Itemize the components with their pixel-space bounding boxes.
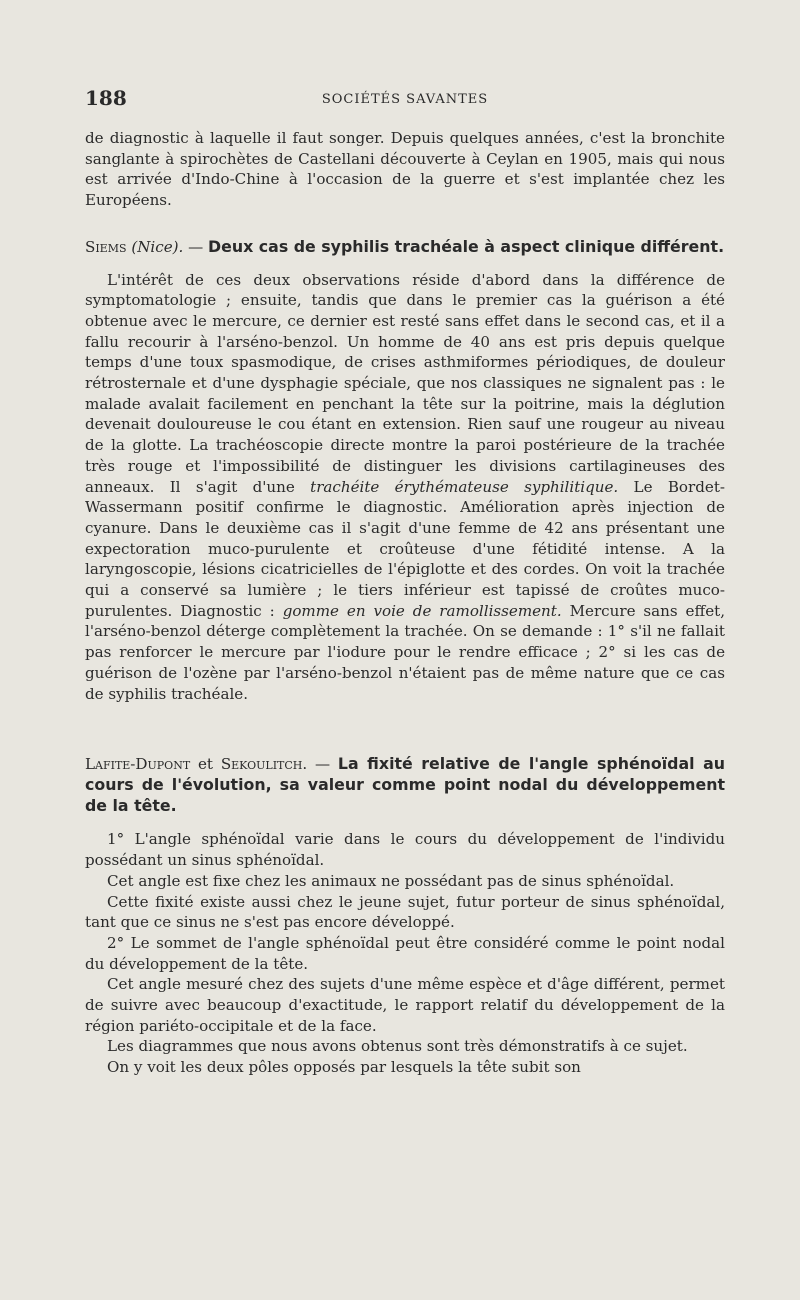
section-2-author-1: Lafite-Dupont bbox=[85, 755, 191, 774]
section-2-paragraph: Cette fixité existe aussi chez le jeune sujet, futur porteur de sinus sphénoïdal, tant que ce sinus ne s'est pas encore développé. bbox=[85, 892, 725, 932]
section-2-title: La fixité relative de l'angle sphénoïdal au cours de l'évolution, sa valeur comme point nodal du développement de la tête. bbox=[85, 754, 725, 815]
section-2-dash: . — bbox=[302, 755, 338, 774]
section-1-location: (Nice). bbox=[131, 237, 184, 256]
intro-paragraph: de diagnostic à laquelle il faut songer. Depuis quelques années, c'est la bronchite sanglante à spirochètes de Castellani découverte à Ceylan en 1905, mais qui nous est arrivée d'Indo-Chine à l'occasion de la guerre et s'est implantée chez les Européens. bbox=[85, 129, 725, 210]
section-2-heading bbox=[85, 754, 725, 816]
page-body bbox=[85, 128, 725, 1078]
section-2-paragraph: Cet angle est fixe chez les animaux ne possédant pas de sinus sphénoïdal. bbox=[107, 871, 675, 890]
section-2-paragraph: Les diagrammes que nous avons obtenus sont très démonstratifs à ce sujet. bbox=[107, 1037, 688, 1056]
section-1-text-e: Mercure sans effet, l'arséno-benzol déterge complètement la trachée. On se demande : 1° s'il ne fallait pas renforcer le mercure par l'iodure pour le rendre efficace ; 2° si les cas de guérison de l'ozène par l'arséno-benzol n'étaient pas de même nature que ce cas de syphilis trachéale. bbox=[85, 601, 726, 703]
section-2-paragraph: On y voit les deux pôles opposés par lesquels la tête subit son bbox=[107, 1058, 581, 1077]
section-2-paragraph: Cet angle mesuré chez des sujets d'une même espèce et d'âge différent, permet de suivre avec beaucoup d'exactitude, le rapport relatif du développement de la région pariéto-occipitale et de la face. bbox=[85, 975, 725, 1035]
section-2-paragraph: 1° L'angle sphénoïdal varie dans le cours du développement de l'individu possédant un sinus sphénoïdal. bbox=[85, 830, 725, 870]
section-1-dash: — bbox=[183, 237, 209, 256]
section-1-text-a: L'intérêt de ces deux observations réside d'abord dans la différence de symptomatologie ; ensuite, tandis que dans le premier cas la guérison a été obtenue avec le mercure, ce dernier est resté sans effet dans le second cas, et il a fallu recourir à l'arséno-benzol. Un homme de 40 ans est pris depuis quelque temps d'une toux spasmodique, de crises asthmiformes périodiques, de douleur rétrosternale et d'une dysphagie spéciale, que nos classiques ne signalent pas : le malade avalait facilement en penchant la tête sur la poitrine, mais la déglution devenait douloureuse le cou étant en extension. Rien sauf une rougeur au niveau de la glotte. La trachéoscopie directe montre la paroi postérieure de la trachée très rouge et l'impossibilité de distinguer les divisions cartilagineuses des anneaux. Il s'agit d'une bbox=[85, 270, 725, 496]
section-2-author-2: Sekoulitch bbox=[220, 755, 303, 774]
section-1-paragraph bbox=[85, 270, 725, 705]
section-1-text-c: Le Bordet-Wassermann positif confirme le diagnostic. Amélioration après injection de cyanure. Dans le deuxième cas il s'agit d'une femme de 42 ans présentant une expectoration muco-purulente et croûteuse d'une fétidité intense. A la laryngoscopie, lésions cicatricielles de l'épiglotte et des cordes. On voit la trachée qui a conservé sa lumière ; le tiers inférieur est tapissé de croûtes muco-purulentes. Diagnostic : bbox=[85, 477, 725, 620]
page-number: 188 bbox=[85, 86, 127, 110]
section-2-et: et bbox=[190, 755, 221, 774]
section-1-heading bbox=[85, 237, 725, 258]
running-head bbox=[85, 86, 725, 116]
section-1-italic-diagnosis-2: gomme en voie de ramollissement. bbox=[282, 601, 562, 620]
section-1-author: Siems bbox=[85, 237, 127, 256]
section-1-italic-diagnosis-1: trachéite érythémateuse syphilitique. bbox=[310, 477, 619, 496]
section-1-title: Deux cas de syphilis trachéale à aspect clinique différent. bbox=[208, 236, 725, 256]
running-title: SOCIÉTÉS SAVANTES bbox=[321, 92, 489, 107]
section-2-paragraph: 2° Le sommet de l'angle sphénoïdal peut être considéré comme le point nodal du développement de la tête. bbox=[85, 933, 725, 973]
